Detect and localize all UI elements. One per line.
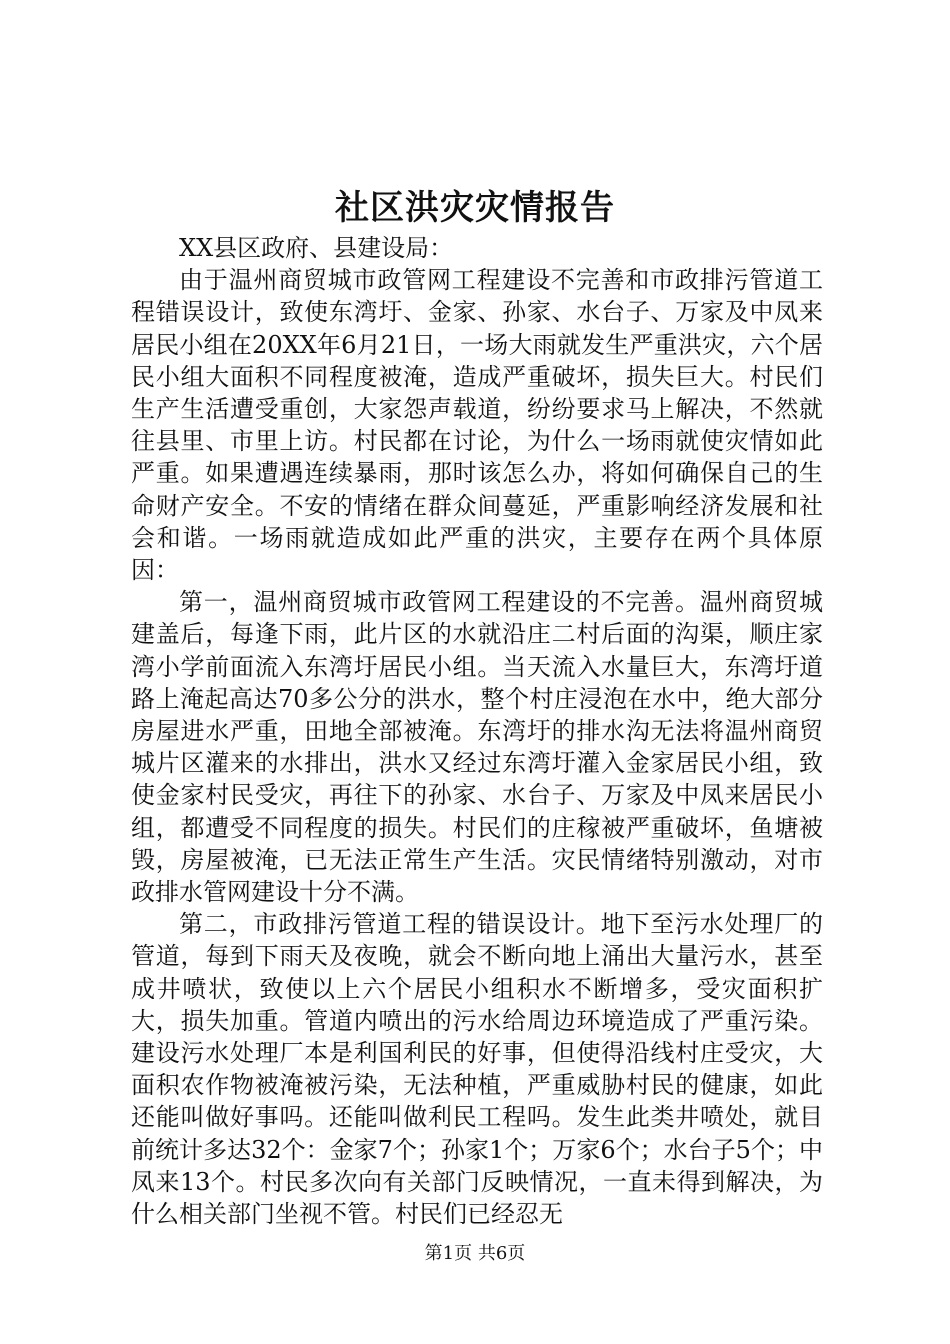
paragraph-intro: 由于温州商贸城市政管网工程建设不完善和市政排污管道工程错误设计，致使东湾圩、金家、孙家、水台子、万家及中凤来居民小组在20XX年6月21日，一场大雨就发生严重洪灾，六个居民小组大面积不同程度被淹，造成严重破坏，损失巨大。村民们生产生活遭受重创，大家怨声载道，纷纷要求马上解决，不然就往县里、市里上访。村民都在讨论，为什么一场雨就使灾情如此严重。如果遭遇连续暴雨，那时该怎么办，将如何确保自己的生命财产安全。不安的情绪在群众间蔓延，严重影响经济发展和社会和谐。一场雨就造成如此严重的洪灾，主要存在两个具体原因： xyxy=(131,266,823,585)
page-footer: 第1页 共6页 xyxy=(424,1243,526,1264)
paragraph-first-reason: 第一，温州商贸城市政管网工程建设的不完善。温州商贸城建盖后，每逢下雨，此片区的水就沿庄二村后面的沟渠，顺庄家湾小学前面流入东湾圩居民小组。当天流入水量巨大，东湾圩道路上淹起高达70多公分的洪水，整个村庄浸泡在水中，绝大部分房屋进水严重，田地全部被淹。东湾圩的排水沟无法将温州商贸城片区灌来的水排出，洪水又经过东湾圩灌入金家居民小组，致使金家村民受灾，再往下的孙家、水台子、万家及中凤来居民小组，都遭受不同程度的损失。村民们的庄稼被严重破坏，鱼塘被毁，房屋被淹，已无法正常生产生活。灾民情绪特别激动，对市政排水管网建设十分不满。 xyxy=(131,588,823,907)
document-title: 社区洪灾灾情报告 xyxy=(335,188,615,228)
salutation: XX县区政府、县建设局： xyxy=(179,234,454,262)
paragraph-second-reason: 第二，市政排污管道工程的错误设计。地下至污水处理厂的管道，每到下雨天及夜晚，就会不断向地上涌出大量污水，甚至成井喷状，致使以上六个居民小组积水不断增多，受灾面积扩大，损失加重。管道内喷出的污水给周边环境造成了严重污染。建设污水处理厂本是利国利民的好事，但使得沿线村庄受灾，大面积农作物被淹被污染，无法种植，严重威胁村民的健康，如此还能叫做好事吗。还能叫做利民工程吗。发生此类井喷处，就目前统计多达32个：金家7个；孙家1个；万家6个；水台子5个；中凤来13个。村民多次向有关部门反映情况，一直未得到解决，为什么相关部门坐视不管。村民们已经忍无 xyxy=(131,910,823,1229)
document-body xyxy=(131,232,823,1230)
